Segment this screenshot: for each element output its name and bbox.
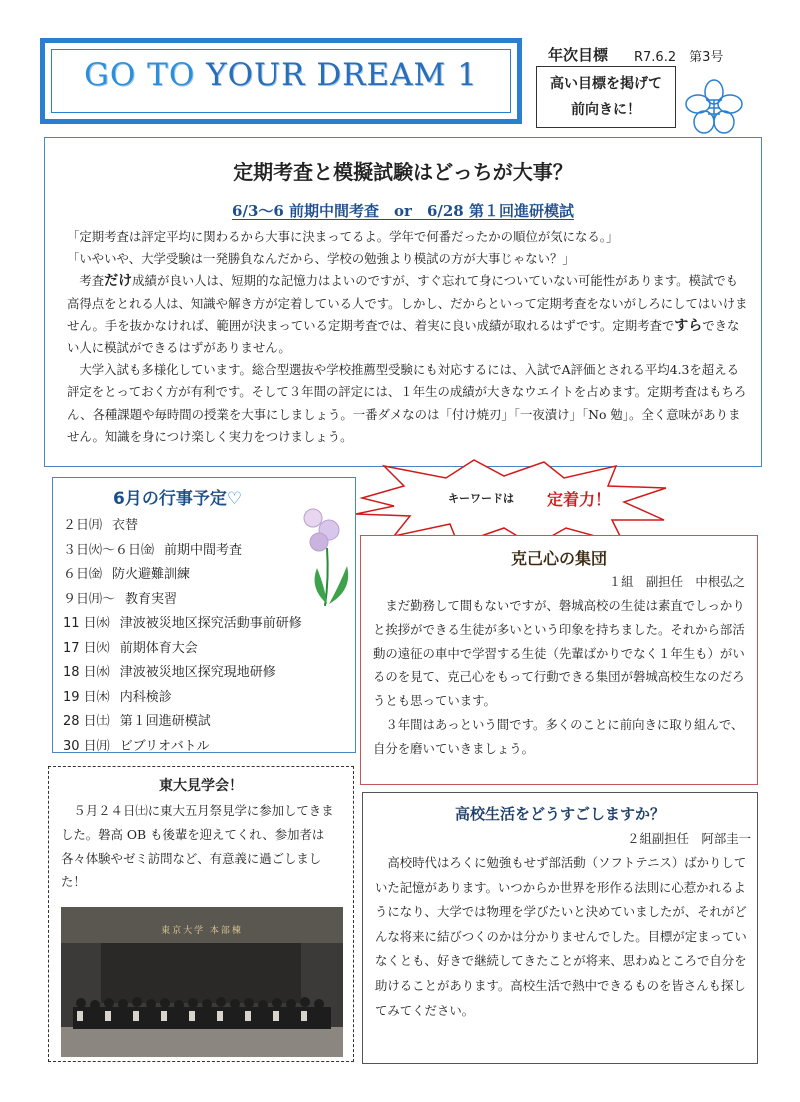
feature-paragraph-1 [67, 270, 749, 359]
event-date: 17 日㈫ [63, 640, 110, 656]
event-item [63, 661, 302, 686]
event-date: ９日㈪～ [63, 591, 116, 607]
event-date: ６日㈮ [63, 567, 103, 582]
todai-visit-article [48, 766, 354, 1062]
p1-part-b: 成績が良い人は、短期的な記憶力はよいのですが、すぐ忘れて身についていない可能性があります。模試でも高得点をとれる人は、知識や解き方が定着している人です。しかし、だからといって定期考査をないがしろにしてはいけません。手を抜かなければ、範囲が決まっている定期考査では、着実に良い成績が取れるはずです。定期考査で [67, 273, 748, 333]
group-photo [61, 907, 343, 1057]
school-life-body [375, 851, 749, 1023]
feature-subtitle-text: 6/3～6 前期中間考査 or 6/28 第１回進研模試 [232, 202, 574, 220]
p1-part-a: 考査 [79, 273, 105, 289]
event-item [63, 686, 302, 711]
school-life-paragraph: 高校時代はろくに勉強もせず部活動（ソフトテニス）ばかりしていた記憶があります。いつからか世界を形作る法則に心惹かれるようになり、大学では物理を学びたいと決めていましたが、それがどんな将来に結びつくのかは分かりませんでした。目標が定まっていなくとも、好きで継続してきたことが将来、思わぬところで自分を助けることがあります。高校生活で熱中できるものを皆さんも探してみてください。 [375, 855, 747, 1018]
event-name: ビブリオバトル [119, 738, 210, 754]
quote-1: 「定期考査は評定平均に関わるから大事に決まってるよ。学年で何番だったかの順位が気になる。」 [67, 229, 619, 244]
issue-date: R7.6.2 [634, 50, 677, 65]
event-name: 前期体育大会 [119, 640, 198, 656]
keyword-text: 定着力！ [547, 490, 612, 509]
building-sign: 東京大学 本部棟 [161, 926, 243, 936]
title-prefix: GO TO [84, 57, 207, 93]
issue-number: 第3号 [689, 50, 724, 65]
event-item [63, 710, 302, 735]
event-name: 第１回進研模試 [119, 714, 211, 729]
feature-body [67, 226, 749, 448]
event-item [63, 612, 302, 637]
event-name: 衣替 [112, 518, 139, 533]
keyword-label: キーワードは [448, 492, 514, 505]
feature-title: 定期考査と模擬試験はどっちが大事？ [233, 160, 573, 184]
school-life-author: ２組副担任 阿部圭一 [627, 831, 751, 846]
title-main: YOUR DREAM 1 [206, 57, 478, 93]
event-name: 津波被災地区探究現地研修 [119, 665, 276, 680]
masthead [40, 38, 522, 124]
event-item [63, 514, 302, 539]
kokkishin-article [360, 535, 758, 785]
event-date: ２日㈪ [63, 518, 103, 533]
newsletter-title [45, 57, 517, 93]
feature-paragraph-2: 大学入試も多様化しています。総合型選抜や学校推薦型受験にも対応するには、入試でA評価とされる平均4.3を超える評定をとっておく方が有利です。そして３年間の評定には、１年生の成績が大きなウエイトを占めます。定期考査はもちろん、各種課題や毎時間の授業を大事にしましょう。一番ダメなのは「付け焼刃」「一夜漬け」「No 勉」。全く意味がありません。知識を身につけ楽しく実力をつけましょう。 [67, 362, 747, 444]
event-name: 教育実習 [125, 591, 178, 607]
todai-title: 東大見学会！ [159, 778, 243, 794]
feature-article [44, 137, 762, 467]
event-date: 19 日㈭ [63, 689, 110, 705]
event-date: 28 日㈯ [63, 714, 110, 729]
kokkishin-author: １組 副担任 中根弘之 [608, 574, 745, 589]
date-issue [634, 46, 723, 65]
goal-line-2: 前向きに！ [571, 102, 641, 118]
kokkishin-paragraph-2: ３年間はあっという間です。多くのことに前向きに取り組んで、自分を磨いていきましょう。 [373, 716, 744, 756]
events-title-text: 6月の行事予定 [113, 489, 227, 509]
p1-part-c: できない人に模試ができるはずがありません。 [67, 317, 740, 356]
emphasis-sura: すら [674, 317, 703, 334]
heart-icon: ♡ [226, 489, 243, 509]
quote-2: 「いやいや、大学受験は一発勝負なんだから、学校の勉強より模試の方が大事じゃない？」 [67, 251, 575, 267]
tulip-icon [299, 508, 359, 608]
emphasis-dake: だけ [104, 273, 133, 290]
todai-paragraph: ５月２４日㈯に東大五月祭見学に参加してきました。磐高 OB も後輩を迎えてくれ、参加者は各々体験やゼミ訪問など、有意義に過ごしました！ [61, 803, 334, 890]
feature-subtitle [45, 200, 761, 221]
events-list [63, 514, 302, 759]
event-name: 前期中間考査 [164, 542, 243, 558]
event-item [63, 563, 302, 588]
annual-goal-label: 年次目標 [548, 46, 609, 64]
kokkishin-title: 克己心の集団 [510, 549, 607, 568]
school-life-title: 高校生活をどうすごしますか？ [454, 805, 665, 823]
event-name: 津波被災地区探究活動事前研修 [119, 616, 302, 631]
todai-body [61, 799, 343, 894]
school-flower-emblem-icon [684, 78, 744, 136]
events-schedule [52, 477, 356, 753]
school-life-article [362, 792, 758, 1064]
event-item [63, 539, 302, 564]
event-name: 内科検診 [119, 689, 172, 705]
event-name: 防火避難訓練 [112, 567, 191, 582]
event-date: 18 日㈬ [63, 665, 110, 680]
event-item [63, 735, 302, 760]
event-item [63, 588, 302, 613]
event-date: ３日㈫～６日㈮ [63, 542, 155, 558]
kokkishin-body [373, 594, 747, 761]
event-item [63, 637, 302, 662]
kokkishin-paragraph-1: まだ勤務して間もないですが、磐城高校の生徒は素直でしっかりと挨拶ができる生徒が多いという印象を持ちました。それから部活動の遠征の車中で学習する生徒（先輩ばかりでなく１年生も）がいるのを見て、克己心をもって行動できる集団が磐城高校生なのだろうとも思っています。 [373, 598, 745, 709]
event-date: 11 日㈬ [63, 616, 110, 631]
events-title [113, 484, 242, 509]
goal-line-1: 高い目標を掲げて [550, 76, 662, 92]
annual-goal-box [536, 66, 676, 128]
event-date: 30 日㈪ [63, 738, 110, 754]
